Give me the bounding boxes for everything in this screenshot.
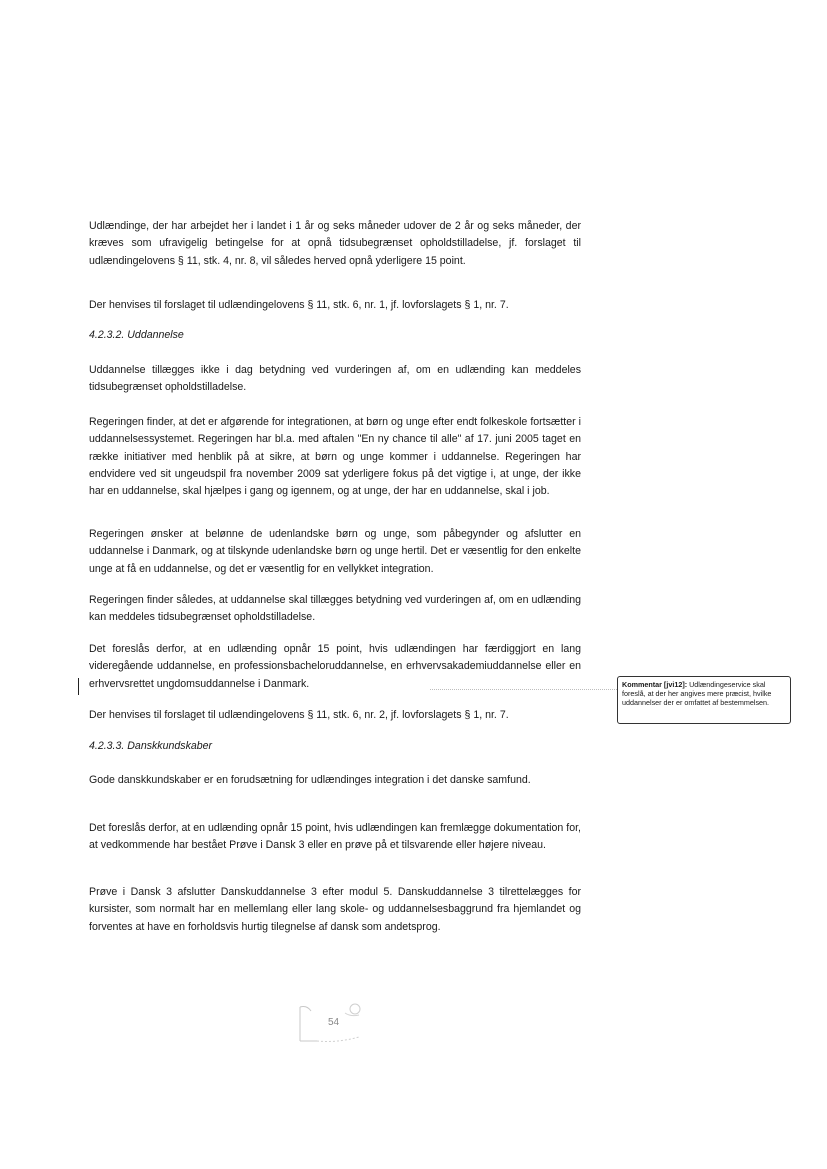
paragraph-prove-i-dansk: Prøve i Dansk 3 afslutter Danskuddannelse 3 efter modul 5. Danskuddannelse 3 tilrettelægges for kursister, som normalt har en mellemlang eller lang skole- og uddannelsesbaggrund fra hjemlandet og forventes at have en forholdsvis hurtig tilegnelse af dansk som andetsprog. [89,886,581,933]
paragraph-reference-1: Der henvises til forslaget til udlændingelovens § 11, stk. 6, nr. 1, jf. lovforslagets § 1, nr. 7. [89,299,509,311]
comment-text: Udlændingeservice skal foreslå, at der her angives mere præcist, hvilke uddannelser der er omfattet af bestemmelsen. [622,680,772,708]
paragraph-regeringen-finder: Regeringen finder, at det er afgørende for integrationen, at børn og unge efter endt folkeskole fortsætter i uddannelsessystemet. Regeringen har bl.a. med aftalen "En ny chance til alle" af 17. juni 2005 taget en række initiativer med henblik på at sikre, at børn og unge kommer i uddannelse. Regeringen har endvidere ved sit ungeudspil fra november 2009 sat yderligere fokus på det vigtige i, at unge, der ikke har en uddannelse, skal hjælpes i gang og igennem, og at unge, der har en uddannelse, skal i job. [89,416,581,498]
comment-label: Kommentar [jvi12]: [622,680,688,689]
paragraph-work-experience: Udlændinge, der har arbejdet her i landet i 1 år og seks måneder udover de 2 år og seks måneder, der kræves som ufravigelig betingelse for at opnå tidsubegrænset opholdstilladelse, jf. forslaget til udlændingelovens § 11, stk. 4, nr. 8, vil således herved opnå yderligere 15 point. [89,220,581,267]
section-heading-danskkundskaber: 4.2.3.3. Danskkundskaber [89,740,213,752]
paragraph-regeringen-onsker: Regeringen ønsker at belønne de udenlandske børn og unge, som påbegynder og afslutter en uddannelse i Danmark, og at tilskynde udenlandske børn og unge hertil. Det er væsentlig for den enkelte unge at få en uddannelse, og det er væsentlig for en vellykket integration. [89,528,581,575]
paragraph-reference-2: Der henvises til forslaget til udlændingelovens § 11, stk. 6, nr. 2, jf. lovforslagets § 1, nr. 7. [89,709,509,721]
paragraph-15-point-uddannelse: Det foreslås derfor, at en udlænding opnår 15 point, hvis udlændingen har færdiggjort en lang videregående uddannelse, en professionsbacheloruddannelse, en erhvervsakademiuddannelse eller en erhvervsrettet ungdomsuddannelse i Danmark. [89,643,581,690]
paragraph-regeringen-saledes: Regeringen finder således, at uddannelse skal tillægges betydning ved vurderingen af, om en udlænding kan meddeles tidsubegrænset opholdstilladelse. [89,594,581,624]
paragraph-15-point-dansk: Det foreslås derfor, at en udlænding opnår 15 point, hvis udlændingen kan fremlægge dokumentation for, at vedkommende har bestået Prøve i Dansk 3 eller en prøve på et tilsvarende eller højere niveau. [89,822,581,852]
comment-connector-line [430,689,617,690]
paragraph-danskkundskaber-intro: Gode danskkundskaber er en forudsætning for udlændinges integration i det danske samfund. [89,774,531,786]
change-bar [78,678,79,695]
comment-balloon[interactable] [617,676,791,724]
section-heading-uddannelse: 4.2.3.2. Uddannelse [89,329,184,341]
page-number: 54 [328,1017,340,1028]
paragraph-uddannelse-intro: Uddannelse tillægges ikke i dag betydning ved vurderingen af, om en udlænding kan meddeles tidsubegrænset opholdstilladelse. [89,364,581,394]
